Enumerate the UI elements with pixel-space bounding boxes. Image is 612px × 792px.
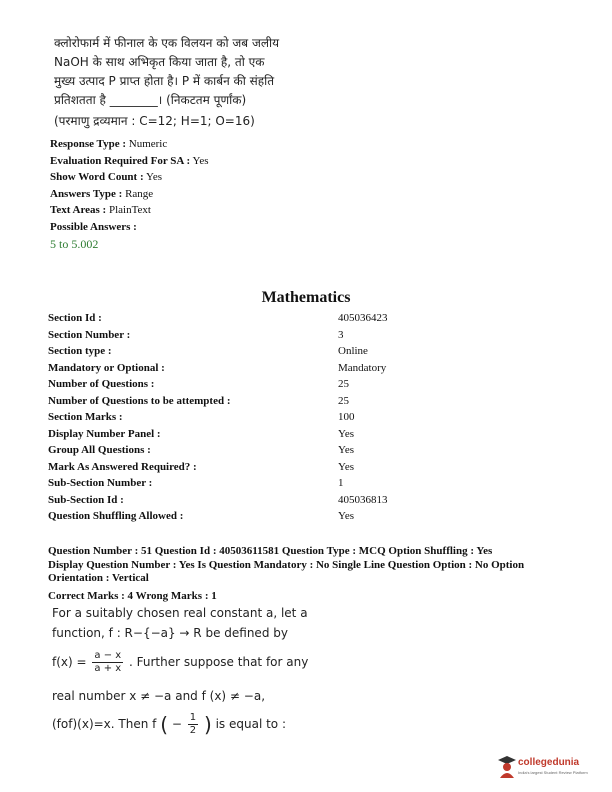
half-numerator: 1 <box>189 712 197 723</box>
hindi-line-3: मुख्य उत्पाद P प्राप्त होता है। P में कार्बन की संहति <box>54 74 275 88</box>
section-row-value: Online <box>338 345 368 357</box>
evaluation-label: Evaluation Required For SA : <box>50 154 191 167</box>
question-header <box>48 545 588 586</box>
question-header-line-2: Display Question Number : Yes Is Question Mandatory : No Single Line Question Option : No Option <box>48 558 525 571</box>
section-row-value: Yes <box>338 460 355 473</box>
question-marks: Correct Marks : 4 Wrong Marks : 1 <box>48 590 217 602</box>
hindi-question <box>54 34 304 131</box>
fx-denominator: a + x <box>94 663 122 674</box>
section-row <box>48 378 568 395</box>
word-count-row <box>50 169 209 186</box>
evaluation-value: Yes <box>192 154 209 167</box>
response-type-value: Numeric <box>128 138 168 150</box>
section-details-table <box>48 312 568 527</box>
section-row-key: Sub-Section Id : <box>48 493 124 506</box>
word-count-value: Yes <box>145 171 162 184</box>
text-areas-label: Text Areas : <box>50 204 107 217</box>
question-line-1: For a suitably chosen real constant a, let a <box>52 606 308 620</box>
half-denominator: 2 <box>189 725 197 736</box>
section-row <box>48 444 568 461</box>
section-row <box>48 362 568 379</box>
open-paren: ( <box>160 712 169 737</box>
text-areas-value: PlainText <box>108 204 151 217</box>
graduate-icon <box>497 754 517 778</box>
section-row-key: Display Number Panel : <box>48 427 161 440</box>
collegedunia-logo <box>497 752 597 782</box>
section-row-value: 1 <box>338 477 344 489</box>
section-row <box>48 329 568 346</box>
section-row-value: 3 <box>338 328 344 341</box>
section-row-key: Mandatory or Optional : <box>48 361 165 374</box>
question-line-4: real number x ≠ −a and f (x) ≠ −a, <box>52 689 266 703</box>
response-meta <box>50 136 209 252</box>
question-header-line-3: Orientation : Vertical <box>48 572 149 584</box>
section-row <box>48 312 568 329</box>
text-areas-row <box>50 202 209 219</box>
question-line-2: function, f : R−{−a} → R be defined by <box>52 626 288 640</box>
section-row <box>48 345 568 362</box>
section-row-key: Sub-Section Number : <box>48 477 153 489</box>
response-type-label: Response Type : <box>50 138 126 150</box>
answers-type-row <box>50 186 209 203</box>
fx-suffix: . Further suppose that for any <box>129 655 309 669</box>
section-row <box>48 494 568 511</box>
section-row <box>48 411 568 428</box>
possible-answers-label: Possible Answers : <box>50 220 137 233</box>
section-row <box>48 395 568 412</box>
fx-fraction <box>92 650 123 675</box>
word-count-label: Show Word Count : <box>50 171 144 184</box>
section-row <box>48 461 568 478</box>
close-paren: ) <box>203 712 212 737</box>
section-row-value: Yes <box>338 510 355 522</box>
section-title: Mathematics <box>261 289 351 306</box>
minus-sign: − <box>171 717 182 731</box>
section-row-key: Question Shuffling Allowed : <box>48 510 184 522</box>
fx-numerator: a − x <box>94 650 122 661</box>
section-row-value: Yes <box>338 427 355 440</box>
section-row <box>48 428 568 445</box>
section-row <box>48 510 568 527</box>
answers-type-label: Answers Type : <box>50 187 123 200</box>
answers-type-value: Range <box>125 187 154 200</box>
section-row-key: Number of Questions to be attempted : <box>48 394 231 407</box>
possible-answers-row <box>50 219 209 236</box>
section-row-key: Section Id : <box>48 312 102 324</box>
hindi-line-1: क्लोरोफार्म में फीनाल के एक विलयन को जब जलीय <box>54 36 280 50</box>
section-row-key: Number of Questions : <box>48 378 155 390</box>
fof-suffix: is equal to : <box>215 717 286 731</box>
section-row-value: 405036423 <box>338 312 388 324</box>
hindi-line-4: प्रतिशतता है ________। (निकटतम पूर्णांक) <box>54 93 247 107</box>
hindi-line-2: NaOH के साथ अभिकृत किया जाता है, तो एक <box>54 55 265 69</box>
section-row-key: Section type : <box>48 345 112 357</box>
evaluation-row <box>50 153 209 170</box>
section-row-key: Section Number : <box>48 328 131 341</box>
fx-prefix: f(x) = <box>52 655 87 669</box>
question-line-3 <box>52 650 308 675</box>
response-type-row <box>50 136 209 153</box>
fof-prefix: (fof)(x)=x. Then f <box>52 717 157 731</box>
logo-name: collegedunia <box>518 757 580 768</box>
section-row-key: Group All Questions : <box>48 444 151 456</box>
logo-tagline: India's largest Student Review Platform <box>518 770 588 775</box>
answer-range: 5 to 5.002 <box>50 236 99 251</box>
atomic-masses: (परमाणु द्रव्यमान : C=12; H=1; O=16) <box>54 114 255 128</box>
section-row-value: 25 <box>338 394 349 407</box>
question-header-line-1: Question Number : 51 Question Id : 40503611581 Question Type : MCQ Option Shuffling : Yes <box>48 545 493 557</box>
half-fraction <box>188 712 198 737</box>
section-row-value: 100 <box>338 411 355 423</box>
section-row-key: Section Marks : <box>48 411 123 423</box>
section-row <box>48 477 568 494</box>
question-line-5 <box>52 712 286 737</box>
section-row-value: Mandatory <box>338 361 387 374</box>
section-row-value: Yes <box>338 444 355 456</box>
section-row-key: Mark As Answered Required? : <box>48 460 197 473</box>
section-row-value: 405036813 <box>338 493 388 506</box>
section-row-value: 25 <box>338 378 349 390</box>
